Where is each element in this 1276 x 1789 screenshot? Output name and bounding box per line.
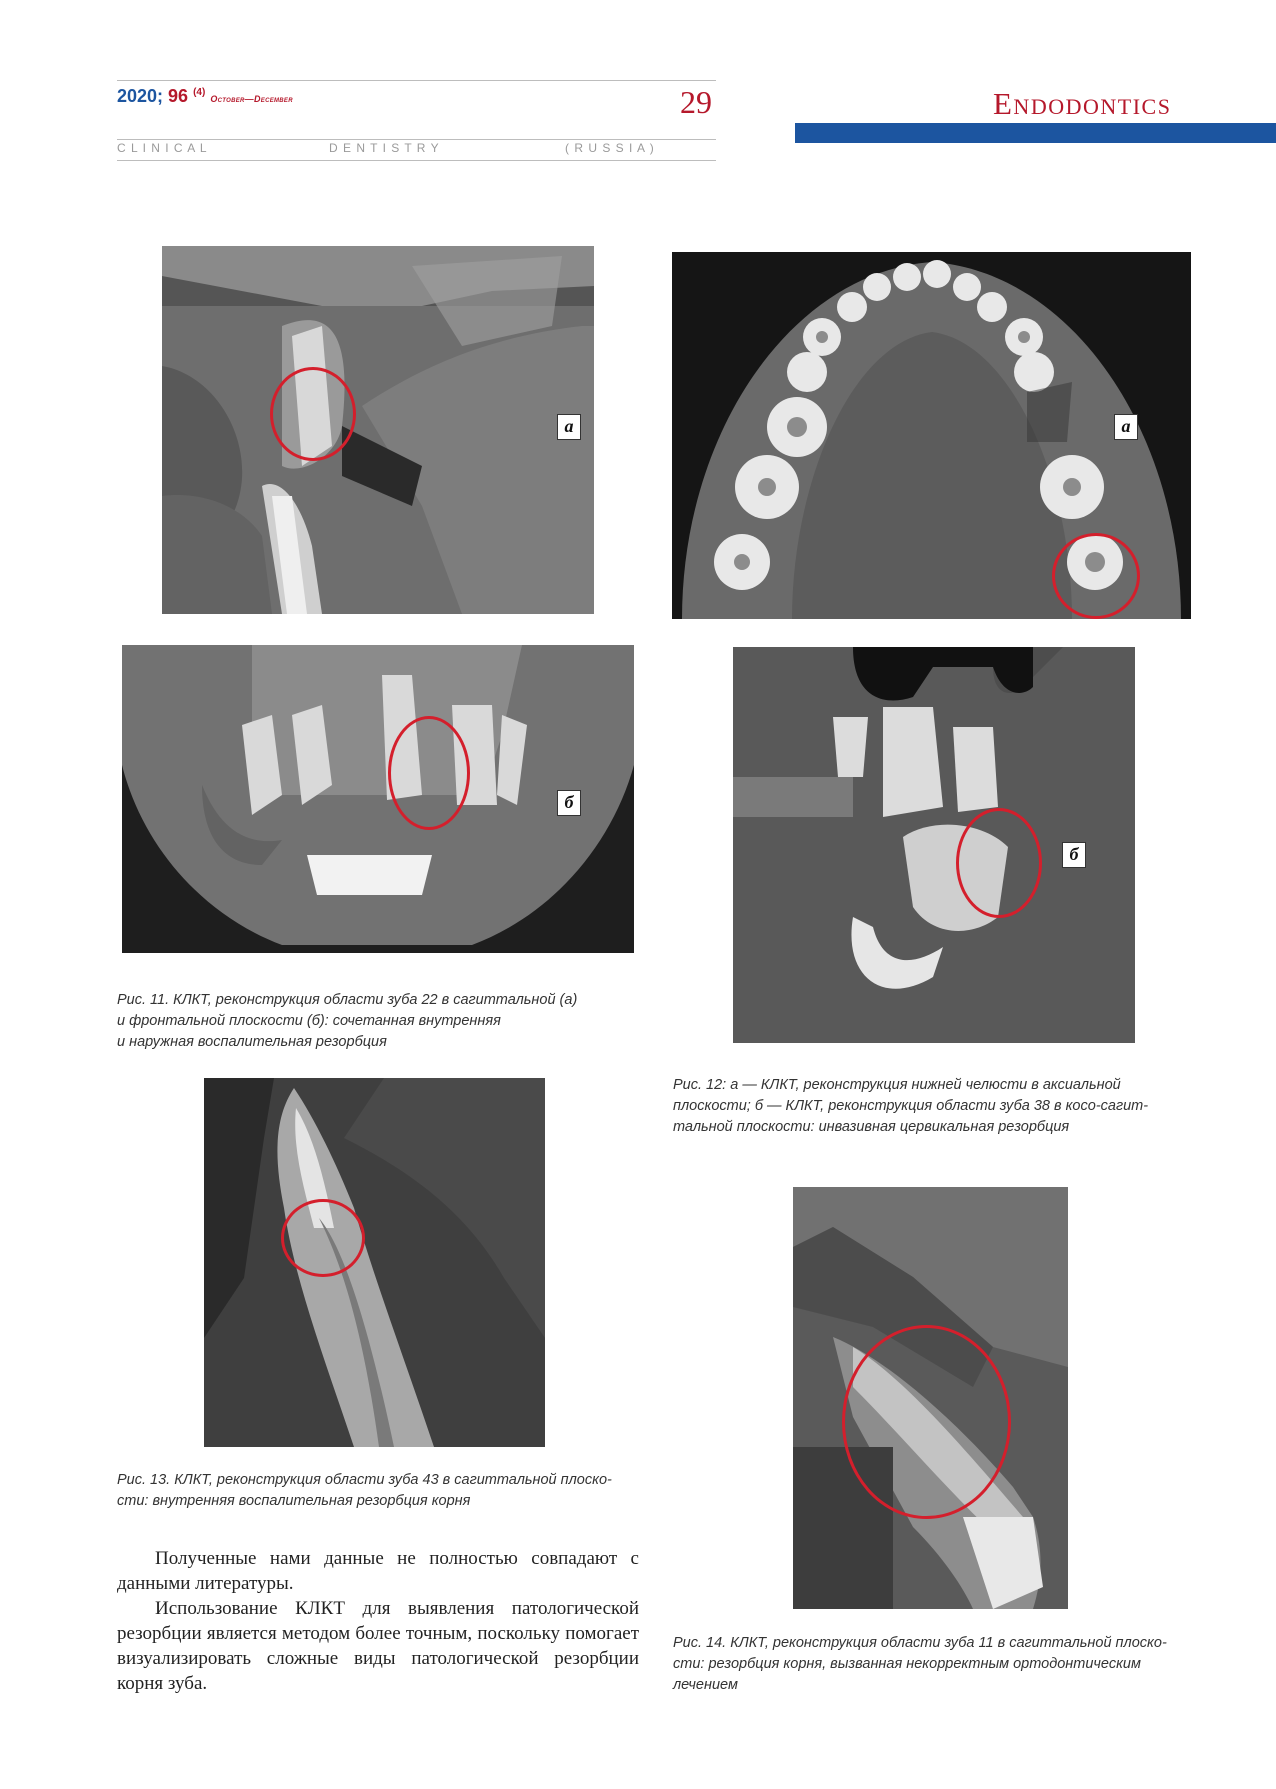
caption-line: Рис. 14. КЛКТ, реконструкция области зуба 11 в сагиттальной плоско- xyxy=(673,1635,1167,1651)
journal-word-3: ( R U S S I A ) xyxy=(565,141,655,155)
figure-13-highlight-circle xyxy=(281,1199,365,1277)
figure-12b-label: б xyxy=(1062,842,1086,868)
figure-11-caption xyxy=(117,990,577,1053)
section-title: Endodontics xyxy=(993,86,1172,121)
issue-number: (4) xyxy=(193,87,206,98)
figure-12b-highlight-circle xyxy=(956,808,1042,918)
page-number: 29 xyxy=(680,84,712,120)
caption-line: тальной плоскости: инвазивная цервикальная резорбция xyxy=(673,1119,1070,1135)
issue-year: 2020; xyxy=(117,86,169,106)
caption-line: сти: резорбция корня, вызванная некорректным ортодонтическим xyxy=(673,1656,1141,1672)
header-rule-mid xyxy=(117,139,716,140)
header-rule-bottom xyxy=(117,160,716,161)
caption-line: Рис. 11. КЛКТ, реконструкция области зуба 22 в сагиттальной (а) xyxy=(117,992,578,1008)
body-paragraph: Полученные нами данные не полностью совпадают с данными литературы. xyxy=(117,1548,639,1594)
caption-line: лечением xyxy=(673,1677,738,1693)
figure-11a-label: а xyxy=(557,414,581,440)
caption-line: сти: внутренняя воспалительная резорбция корня xyxy=(117,1493,471,1509)
figure-13-ct-image xyxy=(204,1078,545,1447)
body-paragraph: Использование КЛКТ для выявления патологической резорбции является методом более точным, поскольку помогает визуализировать сложные виды патологической резорбции корня зуба. xyxy=(117,1598,639,1694)
caption-line: и наружная воспалительная резорбция xyxy=(117,1034,387,1050)
section-color-bar xyxy=(795,123,1276,143)
issue-volume: 96 xyxy=(168,86,189,106)
issue-info xyxy=(117,86,293,107)
journal-word-2: D E N T I S T R Y xyxy=(329,141,440,155)
figure-12-caption xyxy=(673,1075,1148,1138)
figure-11b-label: б xyxy=(557,790,581,816)
figure-12a-label: а xyxy=(1114,414,1138,440)
figure-11a-highlight-circle xyxy=(270,367,356,461)
figure-12a-highlight-circle xyxy=(1052,533,1140,619)
header-rule-top xyxy=(117,80,716,81)
body-text xyxy=(117,1546,639,1696)
caption-line: Рис. 12: а — КЛКТ, реконструкция нижней челюсти в аксиальной xyxy=(673,1077,1121,1093)
figure-14-highlight-circle xyxy=(842,1325,1011,1519)
figure-13-caption xyxy=(117,1470,612,1512)
issue-period: October—December xyxy=(210,94,293,104)
caption-line: и фронтальной плоскости (б): сочетанная внутренняя xyxy=(117,1013,501,1029)
figure-14-caption xyxy=(673,1633,1167,1696)
caption-line: плоскости; б — КЛКТ, реконструкция области зуба 38 в косо-сагит- xyxy=(673,1098,1149,1114)
journal-word-1: C L I N I C A L xyxy=(117,141,208,155)
figure-11b-highlight-circle xyxy=(388,716,470,830)
figure-11a-ct-image xyxy=(162,246,594,614)
caption-line: Рис. 13. КЛКТ, реконструкция области зуба 43 в сагиттальной плоско- xyxy=(117,1472,612,1488)
